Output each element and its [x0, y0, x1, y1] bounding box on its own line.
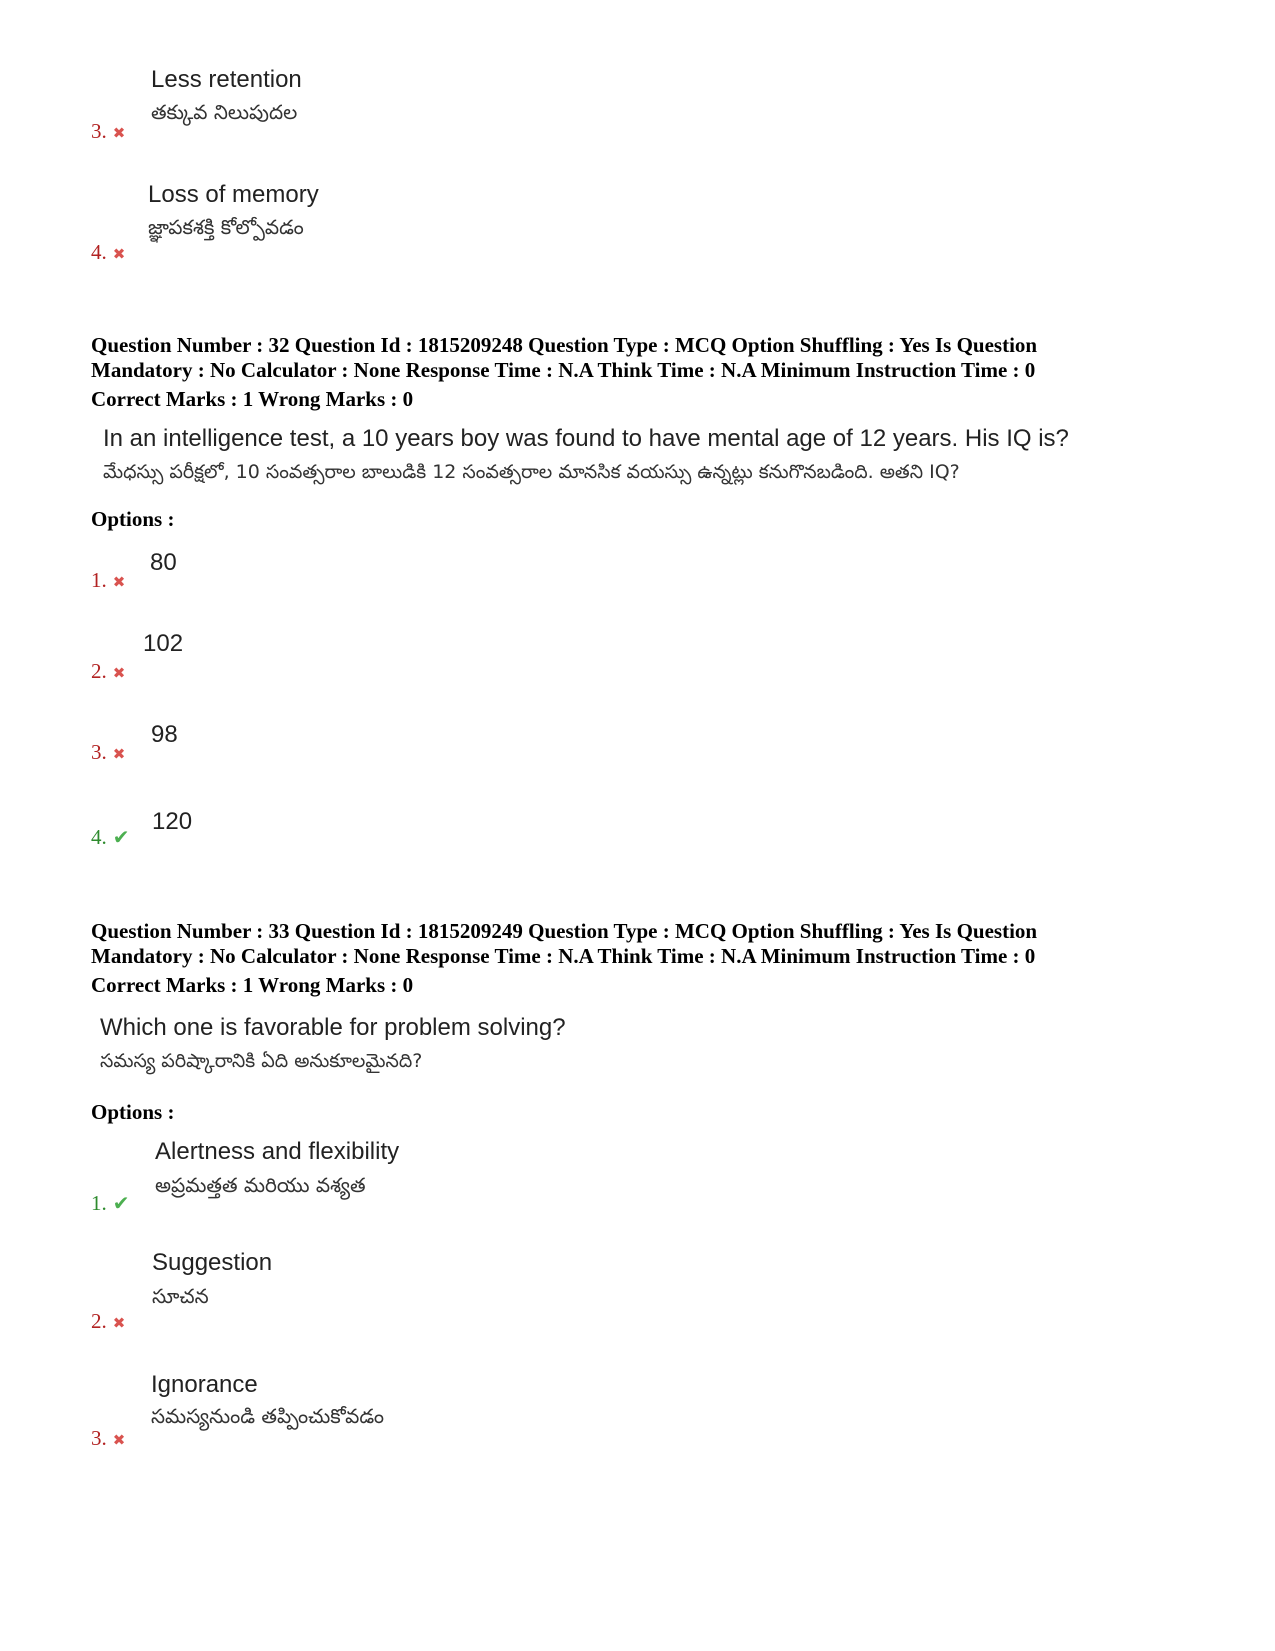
check-icon: ✔ — [112, 825, 130, 849]
prev-option-4-number — [91, 240, 125, 265]
question-32-option-3-text: 98 — [151, 721, 178, 748]
cross-icon: ✖ — [112, 664, 126, 682]
question-32-option-2-number — [91, 659, 125, 684]
cross-icon: ✖ — [112, 573, 126, 591]
question-33-text-english: Which one is favorable for problem solving? — [100, 1014, 566, 1041]
option-number: 2. — [91, 1309, 107, 1333]
question-33-option-3-number — [91, 1426, 125, 1451]
question-32-option-3-number — [91, 740, 125, 765]
prev-option-4-telugu: జ్ఞాపకశక్తి కోల్పోవడం — [148, 215, 304, 239]
prev-option-3-telugu: తక్కువ నిలుపుదల — [151, 100, 298, 124]
question-33-text-telugu: సమస్య పరిష్కారానికి ఏది అనుకూలమైనది? — [100, 1050, 423, 1072]
option-number: 3. — [91, 119, 107, 143]
question-33-options-label: Options : — [91, 1100, 175, 1124]
cross-icon: ✖ — [112, 1314, 126, 1332]
option-number: 4. — [91, 825, 107, 849]
question-32-option-4-text: 120 — [152, 808, 193, 835]
question-32-options-label: Options : — [91, 507, 175, 531]
option-number: 4. — [91, 240, 107, 264]
question-33-marks: Correct Marks : 1 Wrong Marks : 0 — [91, 973, 414, 997]
option-number: 1. — [91, 1191, 107, 1215]
question-33-option-2-number — [91, 1309, 125, 1334]
question-33-option-2-english: Suggestion — [152, 1249, 273, 1276]
option-number: 3. — [91, 1426, 107, 1450]
option-number: 3. — [91, 740, 107, 764]
prev-option-3-number — [91, 119, 125, 144]
question-32-text-english: In an intelligence test, a 10 years boy was found to have mental age of 12 years. His IQ is? — [103, 425, 1069, 452]
question-32-meta-line2: Mandatory : No Calculator : None Response Time : N.A Think Time : N.A Minimum Instruction Time : 0 — [91, 358, 1036, 382]
option-number: 2. — [91, 659, 107, 683]
question-33-option-1-number — [91, 1191, 130, 1216]
question-32-meta — [91, 333, 1201, 383]
question-33-option-1-english: Alertness and flexibility — [155, 1138, 400, 1165]
question-33-meta-line2: Mandatory : No Calculator : None Response Time : N.A Think Time : N.A Minimum Instruction Time : 0 — [91, 944, 1036, 968]
question-33-meta-line1: Question Number : 33 Question Id : 1815209249 Question Type : MCQ Option Shuffling : Yes Is Question — [91, 919, 1038, 943]
question-33-meta — [91, 919, 1201, 969]
prev-option-4-english: Loss of memory — [148, 181, 319, 208]
check-icon: ✔ — [112, 1191, 130, 1215]
question-33-option-1-telugu: అప్రమత్తత మరియు వశ్యత — [155, 1173, 366, 1197]
question-33-option-3-english: Ignorance — [151, 1371, 258, 1398]
question-32-option-1-number — [91, 568, 125, 593]
question-33-option-3-telugu: సమస్యనుండి తప్పించుకోవడం — [151, 1404, 385, 1428]
question-32-option-4-number — [91, 825, 130, 850]
question-32-text-telugu: మేధస్సు పరీక్షలో, 10 సంవత్సరాల బాలుడికి 12 సంవత్సరాల మానసిక వయస్సు ఉన్నట్లు కనుగొనబడింది. అతని IQ? — [103, 461, 960, 483]
question-32-option-1-text: 80 — [150, 549, 177, 576]
question-32-option-2-text: 102 — [143, 630, 184, 657]
option-number: 1. — [91, 568, 107, 592]
question-32-marks: Correct Marks : 1 Wrong Marks : 0 — [91, 387, 414, 411]
cross-icon: ✖ — [112, 124, 126, 142]
cross-icon: ✖ — [112, 245, 126, 263]
cross-icon: ✖ — [112, 745, 126, 763]
question-33-option-2-telugu: సూచన — [152, 1284, 209, 1308]
cross-icon: ✖ — [112, 1431, 126, 1449]
prev-option-3-english: Less retention — [151, 66, 302, 93]
question-32-meta-line1: Question Number : 32 Question Id : 1815209248 Question Type : MCQ Option Shuffling : Yes Is Question — [91, 333, 1038, 357]
